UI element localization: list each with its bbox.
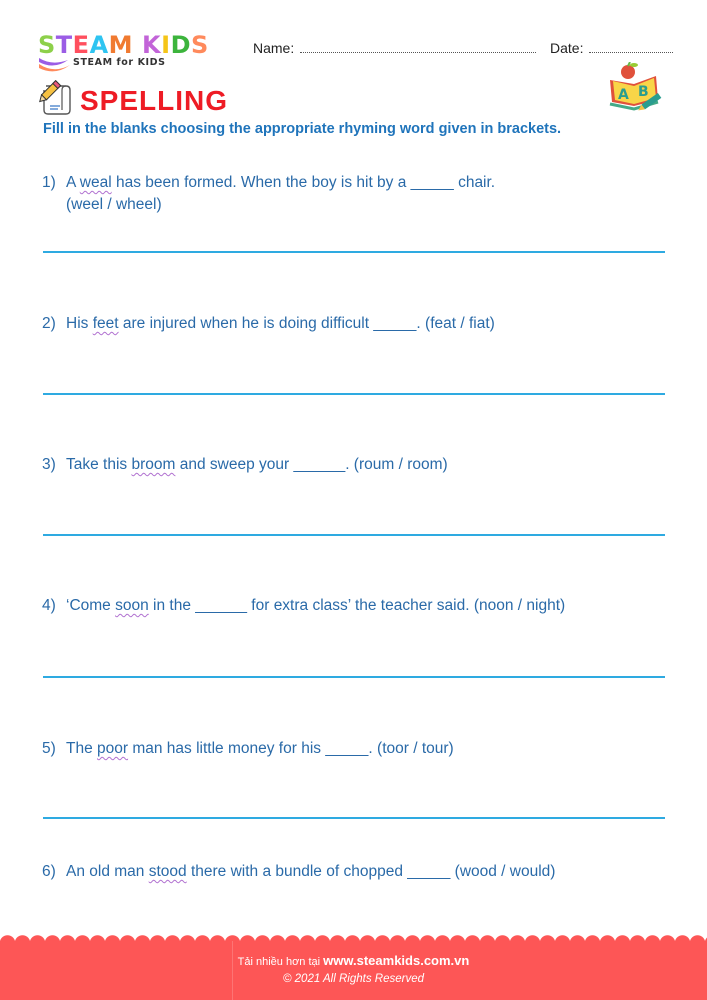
question-text: and sweep your ______. (roum / room) [175, 456, 448, 473]
svg-text:A: A [618, 87, 629, 103]
logo-letter: S [191, 31, 209, 59]
logo-letter: E [72, 31, 90, 59]
question-6 [42, 861, 555, 883]
abc-book-icon [606, 62, 666, 114]
date-blank[interactable] [589, 40, 673, 53]
scallop-border [0, 935, 707, 943]
question-number: 6) [42, 863, 56, 880]
question-number: 3) [42, 456, 56, 473]
rhyme-word: soon [115, 597, 149, 614]
rhyme-word: poor [97, 740, 129, 757]
footer-site-link[interactable]: www.steamkids.com.vn [323, 953, 470, 968]
name-label: Name: [253, 40, 295, 56]
logo-letter: M [108, 31, 134, 59]
question-text: there with a bundle of chopped _____ (wood / would) [186, 863, 556, 880]
question-text: in the ______ for extra class’ the teacher said. (noon / night) [148, 597, 566, 614]
footer-download-text [0, 953, 707, 968]
logo-letter: A [89, 31, 109, 59]
question-1 [42, 172, 495, 216]
question-text: are injured when he is doing difficult _____. (feat / fiat) [118, 315, 495, 332]
svg-text:B: B [638, 84, 649, 100]
question-number: 4) [42, 597, 56, 614]
question-5 [42, 738, 454, 760]
rhyme-word: weal [79, 174, 112, 191]
footer-divider [232, 941, 233, 1000]
answer-line-4[interactable] [43, 676, 665, 678]
answer-line-1[interactable] [43, 251, 665, 253]
question-number: 1) [42, 174, 56, 191]
logo-letter: D [170, 31, 192, 59]
name-blank[interactable] [300, 40, 536, 53]
question-text: A [66, 174, 80, 191]
logo-subtitle: STEAM for KIDS [73, 57, 166, 68]
footer-copyright: © 2021 All Rights Reserved [282, 973, 424, 985]
question-text: ‘Come [66, 597, 116, 614]
footer [0, 941, 707, 1000]
logo-letter: S [38, 31, 56, 59]
question-4 [42, 595, 565, 617]
question-text: Take this [66, 456, 132, 473]
steam-kids-logo [38, 32, 238, 72]
question-text: has been formed. When the boy is hit by a _____ chair. [111, 174, 496, 191]
answer-line-2[interactable] [43, 393, 665, 395]
logo-letter: T [55, 31, 73, 59]
pencil-scroll-icon [38, 80, 74, 116]
date-field[interactable] [550, 40, 673, 56]
name-field[interactable] [253, 40, 536, 56]
question-options: (weel / wheel) [66, 196, 162, 213]
question-3 [42, 454, 448, 476]
logo-title [38, 32, 209, 58]
logo-swoosh-icon [38, 56, 72, 72]
question-text: man has little money for his _____. (toor / tour) [128, 740, 454, 757]
date-label: Date: [550, 40, 584, 56]
rhyme-word: stood [148, 863, 187, 880]
rhyme-word: broom [131, 456, 176, 473]
footer-prefix: Tải nhiều hơn tại [237, 956, 324, 968]
answer-line-5[interactable] [43, 817, 665, 819]
instructions: Fill in the blanks choosing the appropriate rhyming word given in brackets. [43, 121, 562, 137]
question-number: 2) [42, 315, 56, 332]
question-text: His [66, 315, 93, 332]
question-2 [42, 313, 495, 335]
logo-letter: I [161, 31, 171, 59]
answer-line-3[interactable] [43, 534, 665, 536]
question-text: The [66, 740, 98, 757]
page-title: SPELLING [80, 85, 229, 116]
question-text: An old man [66, 863, 149, 880]
rhyme-word: feet [92, 315, 119, 332]
question-number: 5) [42, 740, 56, 757]
logo-letter: K [142, 31, 162, 59]
